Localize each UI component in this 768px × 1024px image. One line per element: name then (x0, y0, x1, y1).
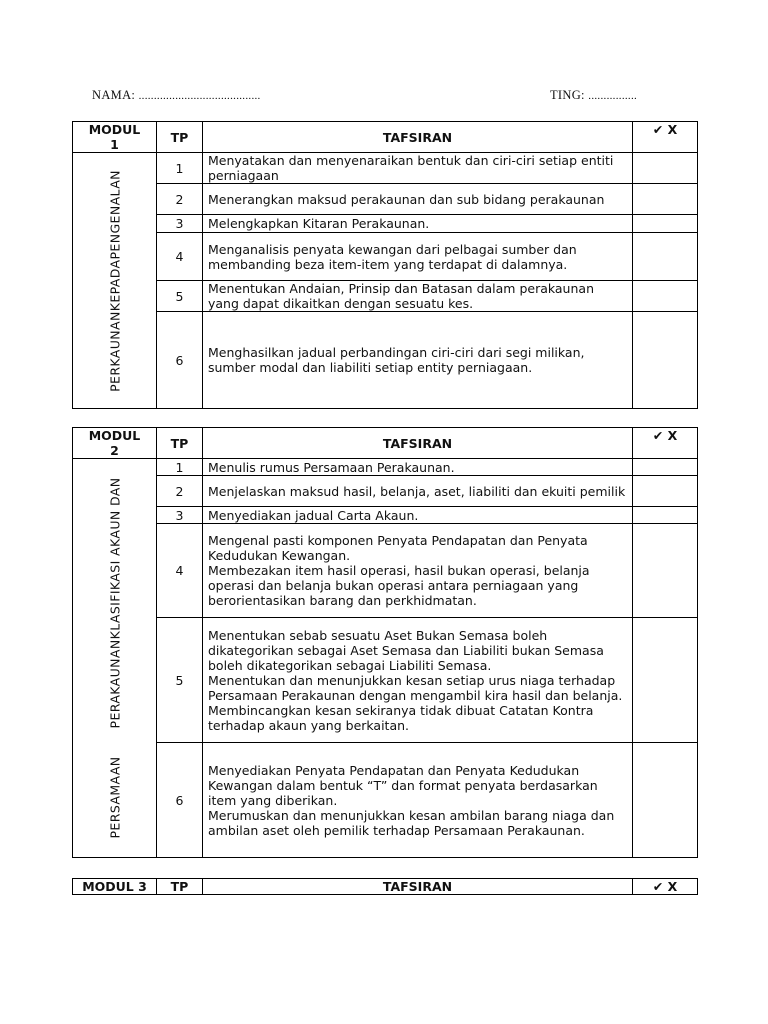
check-cell[interactable] (633, 153, 698, 184)
table-row (73, 312, 698, 409)
table-row (73, 507, 698, 524)
nama-field (92, 88, 261, 103)
table-row (73, 153, 698, 184)
modul3-col-check: ✔ X (633, 879, 698, 895)
tp-cell: 5 (157, 618, 203, 743)
table-row (73, 618, 698, 743)
tafsiran-cell: Menyediakan jadual Carta Akaun. (203, 507, 633, 524)
check-cell[interactable] (633, 743, 698, 858)
ting-label: TING: (550, 88, 585, 102)
tafsiran-cell (203, 743, 633, 858)
tafsiran-line: Membincangkan kesan sekiranya tidak dibuat Catatan Kontra terhadap akaun yang berkaitan. (208, 702, 594, 733)
table-row (73, 459, 698, 476)
modul1-col-tafsiran: TAFSIRAN (203, 122, 633, 153)
tp-cell: 4 (157, 233, 203, 281)
modul2-title (73, 428, 157, 459)
check-cell[interactable] (633, 476, 698, 507)
modul1-topic-label: PERKAUNANKEPADAPENGENALAN (107, 169, 122, 392)
ting-dots: ................ (588, 90, 638, 102)
modul2-header-row (73, 428, 698, 459)
modul2-topic-part1: PERSAMAAN (107, 756, 122, 839)
tp-cell: 2 (157, 184, 203, 215)
modul1-table (72, 121, 698, 409)
modul2-title-line1: MODUL (88, 428, 141, 443)
modul1-title-line1: MODUL (88, 122, 141, 137)
tp-cell: 5 (157, 281, 203, 312)
modul3-table (72, 878, 698, 895)
tafsiran-line: Mengenal pasti komponen Penyata Pendapatan dan Penyata Kedudukan Kewangan. (208, 533, 588, 563)
tafsiran-line: Menentukan dan menunjukkan kesan setiap urus niaga terhadap Persamaan Perakaunan dengan mengambil kira hasil dan belanja. (208, 672, 623, 703)
modul2-title-line2: 2 (110, 443, 119, 458)
table-row (73, 281, 698, 312)
tp-cell: 4 (157, 524, 203, 618)
modul3-header-row (73, 879, 698, 895)
tp-cell: 3 (157, 507, 203, 524)
tafsiran-line: Menyediakan Penyata Pendapatan dan Penyata Kedudukan Kewangan dalam bentuk “T” dan format penyata berdasarkan item yang diberikan. (208, 762, 598, 808)
modul2-topic-label (107, 477, 122, 838)
check-cell[interactable] (633, 459, 698, 476)
tafsiran-cell: Menerangkan maksud perakaunan dan sub bidang perakaunan (203, 184, 633, 215)
table-row (73, 233, 698, 281)
modul1-col-tp: TP (157, 122, 203, 153)
nama-dots: ........................................ (138, 90, 261, 102)
modul2-topic (73, 459, 157, 858)
tp-cell: 6 (157, 743, 203, 858)
check-cell[interactable] (633, 312, 698, 409)
modul1-title-line2: 1 (110, 137, 119, 152)
tafsiran-cell: Menentukan Andaian, Prinsip dan Batasan dalam perakaunan yang dapat dikaitkan dengan sesuatu kes. (203, 281, 633, 312)
tafsiran-cell: Menyatakan dan menyenaraikan bentuk dan ciri-ciri setiap entiti perniagaan (203, 153, 633, 184)
ting-field (550, 88, 637, 103)
modul2-col-tafsiran: TAFSIRAN (203, 428, 633, 459)
modul2-topic-part2: PERAKAUNANKLASIFIKASI AKAUN DAN (107, 477, 122, 729)
check-cell[interactable] (633, 184, 698, 215)
tafsiran-line: Merumuskan dan menunjukkan kesan ambilan barang niaga dan ambilan aset oleh pemilik terhadap Persamaan Perakaunan. (208, 807, 615, 838)
tp-cell: 1 (157, 459, 203, 476)
table-row (73, 743, 698, 858)
modul2-table (72, 427, 698, 858)
modul2-col-tp: TP (157, 428, 203, 459)
modul1-col-check: ✔ X (633, 122, 698, 153)
check-cell[interactable] (633, 524, 698, 618)
tafsiran-cell: Menjelaskan maksud hasil, belanja, aset, liabiliti dan ekuiti pemilik (203, 476, 633, 507)
tafsiran-cell (203, 618, 633, 743)
check-cell[interactable] (633, 507, 698, 524)
check-cell[interactable] (633, 281, 698, 312)
check-cell[interactable] (633, 233, 698, 281)
tafsiran-cell: Menulis rumus Persamaan Perakaunan. (203, 459, 633, 476)
tp-cell: 6 (157, 312, 203, 409)
modul2-col-check: ✔ X (633, 428, 698, 459)
nama-label: NAMA: (92, 88, 136, 102)
modul3-col-tafsiran: TAFSIRAN (203, 879, 633, 895)
tafsiran-cell: Menghasilkan jadual perbandingan ciri-ciri dari segi milikan, sumber modal dan liabiliti setiap entity perniagaan. (203, 312, 633, 409)
tp-cell: 1 (157, 153, 203, 184)
modul3-col-tp: TP (157, 879, 203, 895)
check-cell[interactable] (633, 215, 698, 233)
tafsiran-line: Menentukan sebab sesuatu Aset Bukan Semasa boleh dikategorikan sebagai Aset Semasa dan Liabiliti bukan Semasa boleh dikategorikan sebagai Liabiliti Semasa. (208, 627, 604, 673)
tafsiran-cell: Menganalisis penyata kewangan dari pelbagai sumber dan membanding beza item-item yang terdapat di dalamnya. (203, 233, 633, 281)
tafsiran-cell: Melengkapkan Kitaran Perakaunan. (203, 215, 633, 233)
tafsiran-line: Membezakan item hasil operasi, hasil bukan operasi, belanja operasi dan belanja bukan operasi antara perniagaan yang berorientasikan barang dan perkhidmatan. (208, 563, 590, 608)
table-row (73, 215, 698, 233)
table-row (73, 476, 698, 507)
modul1-header-row (73, 122, 698, 153)
check-cell[interactable] (633, 618, 698, 743)
tp-cell: 3 (157, 215, 203, 233)
tafsiran-cell (203, 524, 633, 618)
table-row (73, 184, 698, 215)
modul1-topic (73, 153, 157, 409)
table-row (73, 524, 698, 618)
tp-cell: 2 (157, 476, 203, 507)
modul3-title: MODUL 3 (73, 879, 157, 895)
modul1-title (73, 122, 157, 153)
